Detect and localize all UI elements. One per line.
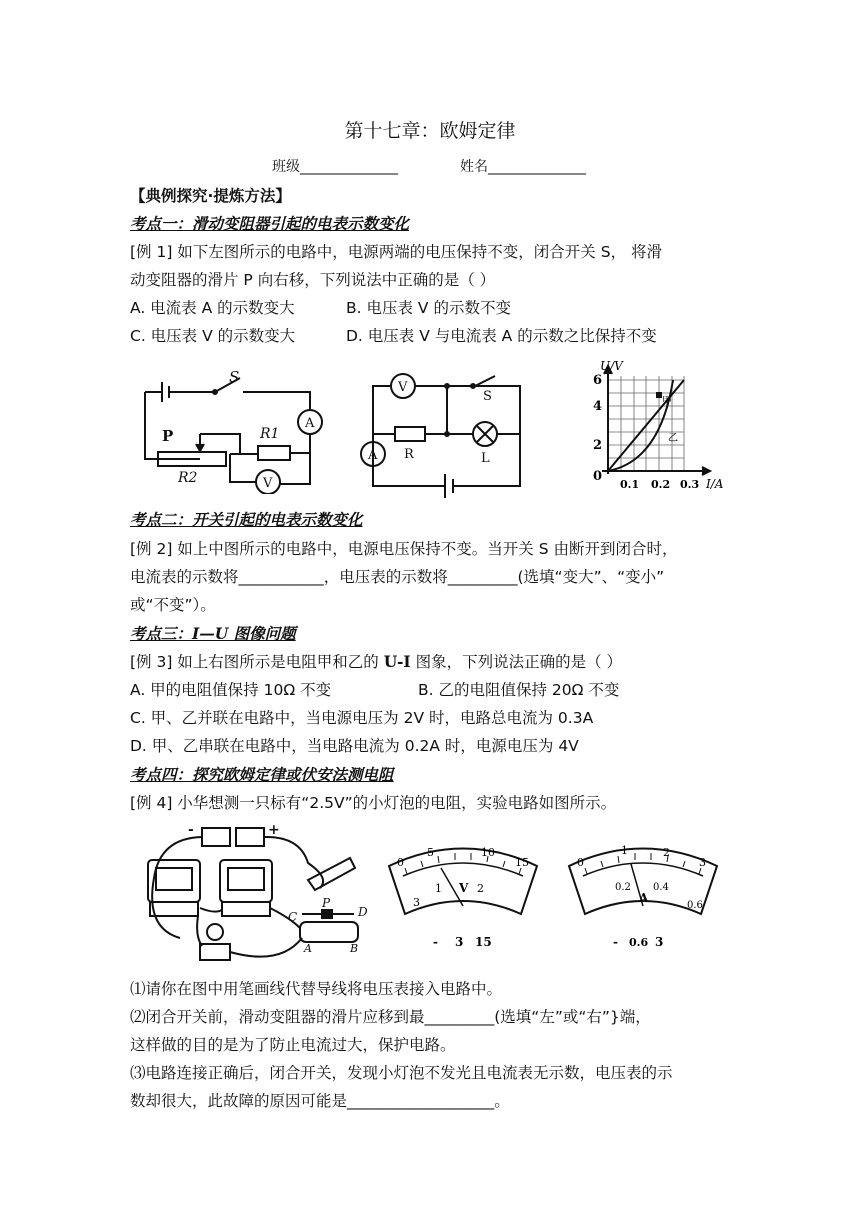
dial-tick: 2 (477, 882, 484, 895)
switch-icon (308, 858, 355, 890)
kp1-option-a: A. 电流表 A 的示数变大 (130, 299, 295, 317)
dial-tick: 0 (397, 856, 404, 869)
kp1-option-c: C. 电压表 V 的示数变大 (130, 327, 296, 345)
kp4-sub2-line2: 这样做的目的是为了防止电流过大，保护电路。 (130, 1036, 456, 1054)
class-field[interactable]: 班级______________ (272, 159, 398, 175)
dial-tick: 10 (481, 846, 495, 859)
ammeter-dial (563, 836, 723, 956)
kp4-sub3-line2: 数却很大，此故障的原因可能是___________________。 (130, 1092, 510, 1110)
lamp-icon (207, 924, 223, 940)
switch-label: S (229, 368, 240, 386)
terminal-label: 3 (455, 935, 464, 949)
apparatus-diagram (140, 818, 380, 970)
dial-tick: 3 (699, 856, 706, 869)
middle-circuit-diagram (355, 368, 535, 498)
voltmeter-label: V (263, 476, 273, 491)
terminal-label: 3 (655, 935, 664, 949)
left-circuit-diagram (140, 364, 330, 494)
dial-tick: 1 (435, 882, 442, 895)
dial-tick: 0.4 (653, 882, 669, 893)
rheostat-c-label: C (288, 910, 298, 924)
terminal-label: 0.6 (629, 936, 649, 949)
y-tick: 4 (593, 399, 603, 414)
r2-label: R2 (178, 470, 198, 486)
line-yi (608, 380, 673, 471)
dial-tick: 15 (515, 856, 529, 869)
kp3-option-a: A. 甲的电阻值保持 10Ω 不变 (130, 681, 332, 699)
rheostat-icon (300, 922, 358, 942)
x-axis-label: I/A (706, 477, 724, 491)
terminal-label: 15 (475, 935, 492, 949)
resistor-r1-icon (258, 446, 290, 460)
kp3-option-b: B. 乙的电阻值保持 20Ω 不变 (418, 681, 620, 699)
dial-tick: 5 (427, 846, 434, 859)
kp4-sub1: ⑴请你在图中用笔画线代替导线将电压表接入电路中。 (130, 980, 503, 998)
kp1-question-line1: [例 1] 如下左图所示的电路中，电源两端的电压保持不变，闭合开关 S， 将滑 (130, 243, 663, 261)
resistor-r-icon (395, 427, 425, 441)
lamp-label: L (481, 451, 490, 466)
ammeter-label: A (305, 416, 315, 431)
y-axis-label: U/V (600, 359, 623, 373)
voltmeter-dial (383, 836, 543, 956)
terminal-label: - (613, 935, 618, 949)
kp1-question-line2: 动变阻器的滑片 P 向右移，下列说法中正确的是（ ） (130, 271, 496, 289)
battery-icon (202, 828, 230, 846)
x-tick: 0.3 (680, 478, 700, 491)
y-tick: 0 (593, 469, 603, 484)
kp4-sub3-line1: ⑶电路连接正确后，闭合开关，发现小灯泡不发光且电流表无示数，电压表的示 (130, 1064, 673, 1082)
page-title: 第十七章：欧姆定律 (344, 120, 516, 142)
kp2-heading: 考点二：开关引起的电表示数变化 (130, 510, 363, 529)
rheostat-a-label: A (304, 942, 312, 955)
ammeter-label: A (368, 448, 378, 463)
dial-unit: V (459, 881, 469, 895)
line-jia-label: 甲 (662, 396, 672, 407)
dial-tick: 3 (413, 896, 420, 909)
kp3-option-d: D. 甲、乙串联在电路中，当电路电流为 0.2A 时，电源电压为 4V (130, 737, 579, 755)
y-tick: 2 (593, 438, 603, 453)
dial-tick: 0 (577, 856, 584, 869)
dial-tick: 1 (621, 844, 628, 857)
dial-tick: 0.6 (687, 900, 703, 911)
dial-tick: 0.2 (615, 882, 631, 893)
kp1-option-d: D. 电压表 V 与电流表 A 的示数之比保持不变 (346, 327, 657, 345)
rheostat-b-label: B (350, 942, 359, 955)
section-header: 【典例探究·提炼方法】 (130, 187, 291, 205)
battery-minus: - (188, 822, 194, 838)
battery-icon (236, 828, 264, 846)
battery-plus: + (268, 822, 280, 838)
kp3-question-line1: [例 3] 如上右图所示是电阻甲和乙的 U-I 图象，下列说法正确的是（ ） (130, 652, 623, 671)
kp4-sub2-line1: ⑵闭合开关前，滑动变阻器的滑片应移到最_________(选填“左”或“右”}端， (130, 1008, 651, 1026)
line-yi-label: 乙 (668, 433, 678, 444)
kp2-question-line1: [例 2] 如上中图所示的电路中，电源电压保持不变。当开关 S 由断开到闭合时， (130, 540, 678, 558)
dial-unit: A (639, 891, 649, 905)
terminal-label: - (433, 935, 438, 949)
kp2-question-line2: 电流表的示数将___________，电压表的示数将_________(选填“变大”、“变小” (130, 568, 665, 586)
switch-label: S (483, 389, 492, 404)
lamp-holder-icon (200, 944, 230, 960)
name-field[interactable]: 姓名______________ (460, 159, 586, 175)
voltmeter-label: V (398, 380, 408, 395)
kp1-option-b: B. 电压表 V 的示数不变 (346, 299, 511, 317)
rheostat-d-label: D (358, 905, 368, 919)
kp2-question-line3: 或“不变”）。 (130, 596, 216, 614)
kp1-heading: 考点一：滑动变阻器引起的电表示数变化 (130, 214, 410, 233)
dial-tick: 2 (663, 846, 670, 859)
resistor-label: R (404, 447, 414, 462)
x-tick: 0.1 (620, 478, 640, 491)
kp3-option-c: C. 甲、乙并联在电路中，当电源电压为 2V 时，电路总电流为 0.3A (130, 709, 594, 727)
x-tick: 0.2 (651, 478, 671, 491)
kp3-heading: 考点三：I—U 图像问题 (130, 624, 296, 643)
y-tick: 6 (593, 373, 603, 388)
rheostat-p-label: P (322, 896, 331, 910)
r1-label: R1 (260, 426, 280, 442)
kp4-question-line1: [例 4] 小华想测一只标有“2.5V”的小灯泡的电阻，实验电路如图所示。 (130, 794, 617, 812)
slider-label: P (162, 427, 174, 445)
ui-graph (580, 356, 730, 496)
kp4-heading: 考点四：探究欧姆定律或伏安法测电阻 (130, 765, 394, 784)
